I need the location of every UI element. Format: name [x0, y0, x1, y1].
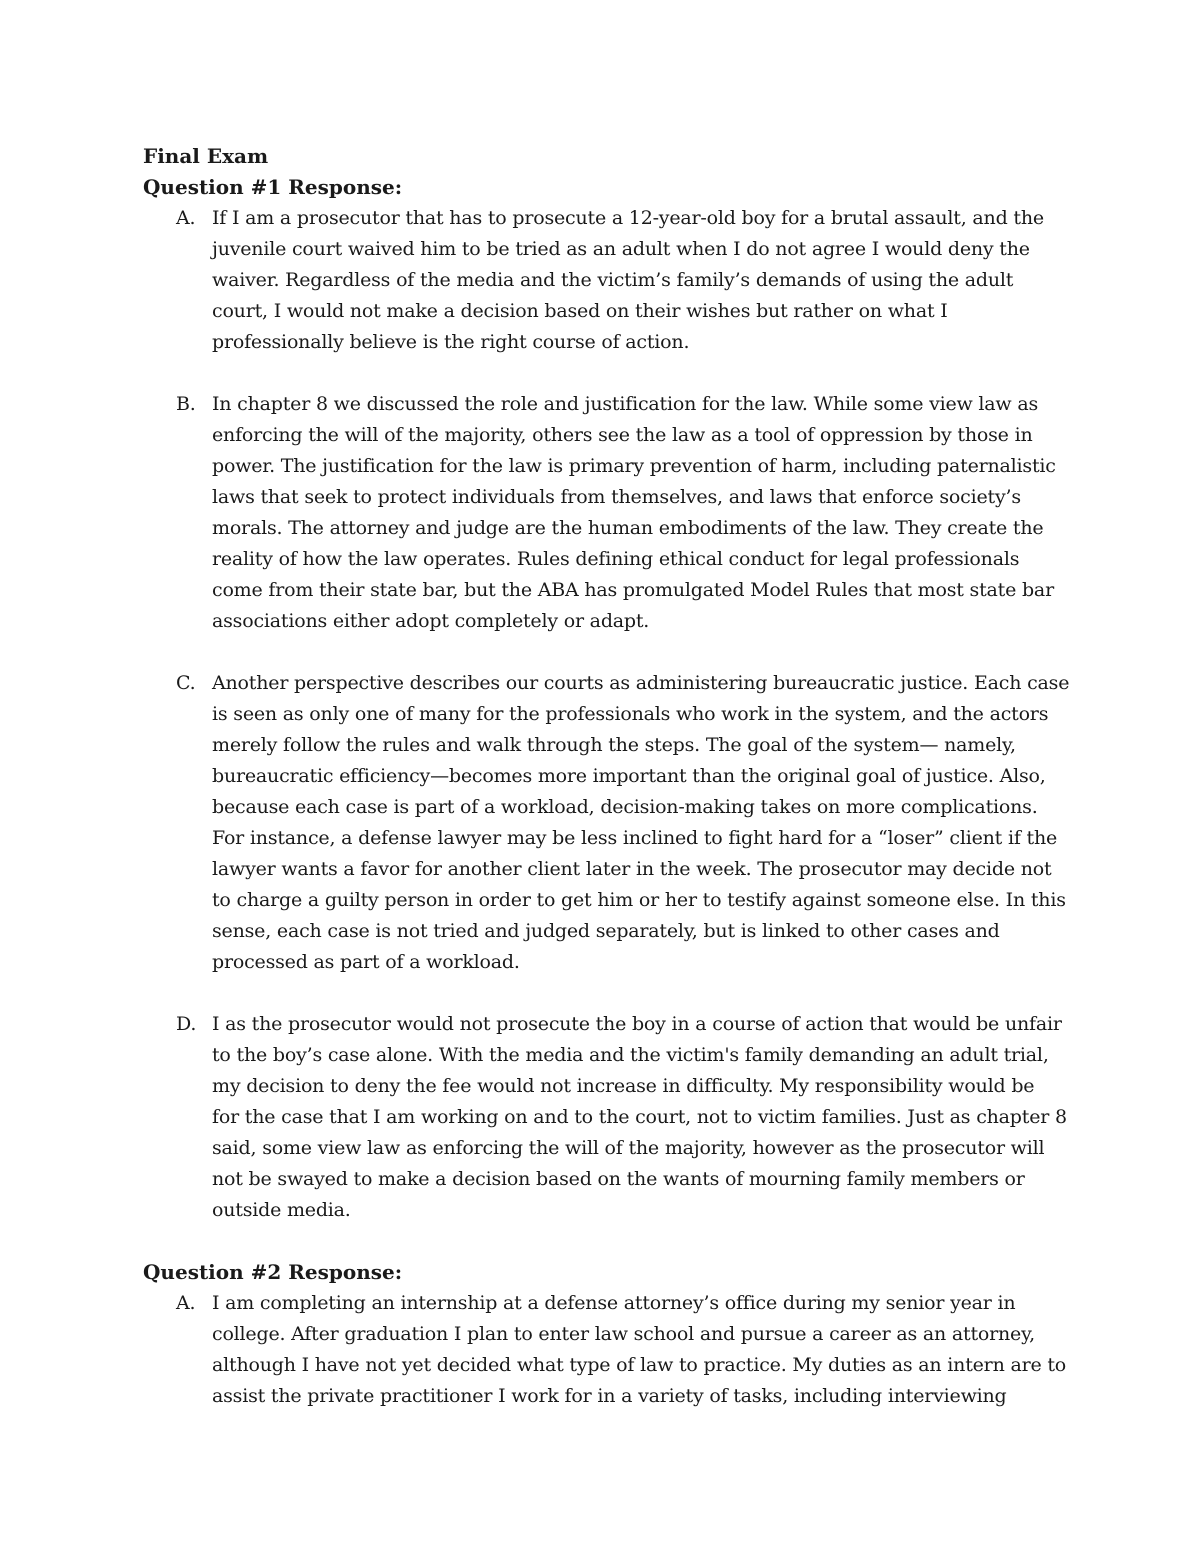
text-line: outside media. [212, 1199, 351, 1221]
text-line: associations either adopt completely or adapt. [212, 610, 650, 632]
text-line: juvenile court waived him to be tried as an adult when I do not agree I would deny the [212, 238, 1030, 260]
text-line: come from their state bar, but the ABA has promulgated Model Rules that most state bar [212, 579, 1054, 601]
text-line: court, I would not make a decision based on their wishes but rather on what I [212, 300, 948, 322]
question-2-section [143, 1257, 1067, 1412]
text-line: processed as part of a workload. [212, 951, 520, 973]
text-line: for the case that I am working on and to the court, not to victim families. Just as chapter 8 [212, 1106, 1067, 1128]
list-marker: B. [176, 393, 196, 415]
answer-item-q2-a [143, 1288, 1067, 1412]
text-line: merely follow the rules and walk through the steps. The goal of the system— namely, [212, 734, 1016, 756]
text-line: enforcing the will of the majority, others see the law as a tool of oppression by those in [212, 424, 1033, 446]
list-marker: C. [176, 672, 196, 694]
text-line: because each case is part of a workload, decision-making takes on more complications. [212, 796, 1038, 818]
text-line: Another perspective describes our courts as administering bureaucratic justice. Each case [212, 672, 1070, 694]
answer-item-q1-c [143, 668, 1070, 978]
text-line: college. After graduation I plan to enter law school and pursue a career as an attorney, [212, 1323, 1035, 1345]
list-marker: D. [176, 1013, 197, 1035]
list-marker: A. [176, 207, 196, 229]
question-1-section [143, 172, 1070, 1226]
document-page [143, 141, 1070, 1412]
text-line: bureaucratic efficiency—becomes more important than the original goal of justice. Also, [212, 765, 1046, 787]
text-line: I am completing an internship at a defense attorney’s office during my senior year in [212, 1292, 1016, 1314]
text-line: In chapter 8 we discussed the role and justification for the law. While some view law as [212, 393, 1039, 415]
text-line: to the boy’s case alone. With the media and the victim's family demanding an adult trial, [212, 1044, 1049, 1066]
text-line: professionally believe is the right course of action. [212, 331, 690, 353]
question-2-heading: Question #2 Response: [143, 1260, 403, 1284]
question-1-answer-list [143, 203, 1070, 1226]
list-marker: A. [176, 1292, 196, 1314]
text-line: said, some view law as enforcing the will of the majority, however as the prosecutor will [212, 1137, 1045, 1159]
text-line: is seen as only one of many for the professionals who work in the system, and the actors [212, 703, 1049, 725]
text-line: my decision to deny the fee would not increase in difficulty. My responsibility would be [212, 1075, 1035, 1097]
text-line: to charge a guilty person in order to get him or her to testify against someone else. In this [212, 889, 1066, 911]
question-2-answer-list [143, 1288, 1067, 1412]
text-line: For instance, a defense lawyer may be less inclined to fight hard for a “loser” client if the [212, 827, 1058, 849]
text-line: waiver. Regardless of the media and the victim’s family’s demands of using the adult [212, 269, 1014, 291]
text-line: If I am a prosecutor that has to prosecute a 12-year-old boy for a brutal assault, and the [212, 207, 1044, 229]
text-line: morals. The attorney and judge are the human embodiments of the law. They create the [212, 517, 1044, 539]
text-line: laws that seek to protect individuals from themselves, and laws that enforce society’s [212, 486, 1021, 508]
text-line: sense, each case is not tried and judged separately, but is linked to other cases and [212, 920, 1000, 942]
question-1-heading: Question #1 Response: [143, 175, 403, 199]
answer-item-q1-a [143, 203, 1063, 358]
text-line: power. The justification for the law is primary prevention of harm, including paternalistic [212, 455, 1056, 477]
document-title: Final Exam [143, 144, 269, 168]
text-line: reality of how the law operates. Rules defining ethical conduct for legal professionals [212, 548, 1020, 570]
text-line: not be swayed to make a decision based on the wants of mourning family members or [212, 1168, 1025, 1190]
answer-item-q1-b [143, 389, 1063, 637]
text-line: assist the private practitioner I work for in a variety of tasks, including interviewing [212, 1385, 1007, 1407]
answer-item-q1-d [143, 1009, 1067, 1226]
text-line: lawyer wants a favor for another client later in the week. The prosecutor may decide not [212, 858, 1052, 880]
text-line: I as the prosecutor would not prosecute the boy in a course of action that would be unfair [212, 1013, 1062, 1035]
text-line: although I have not yet decided what type of law to practice. My duties as an intern are to [212, 1354, 1067, 1376]
